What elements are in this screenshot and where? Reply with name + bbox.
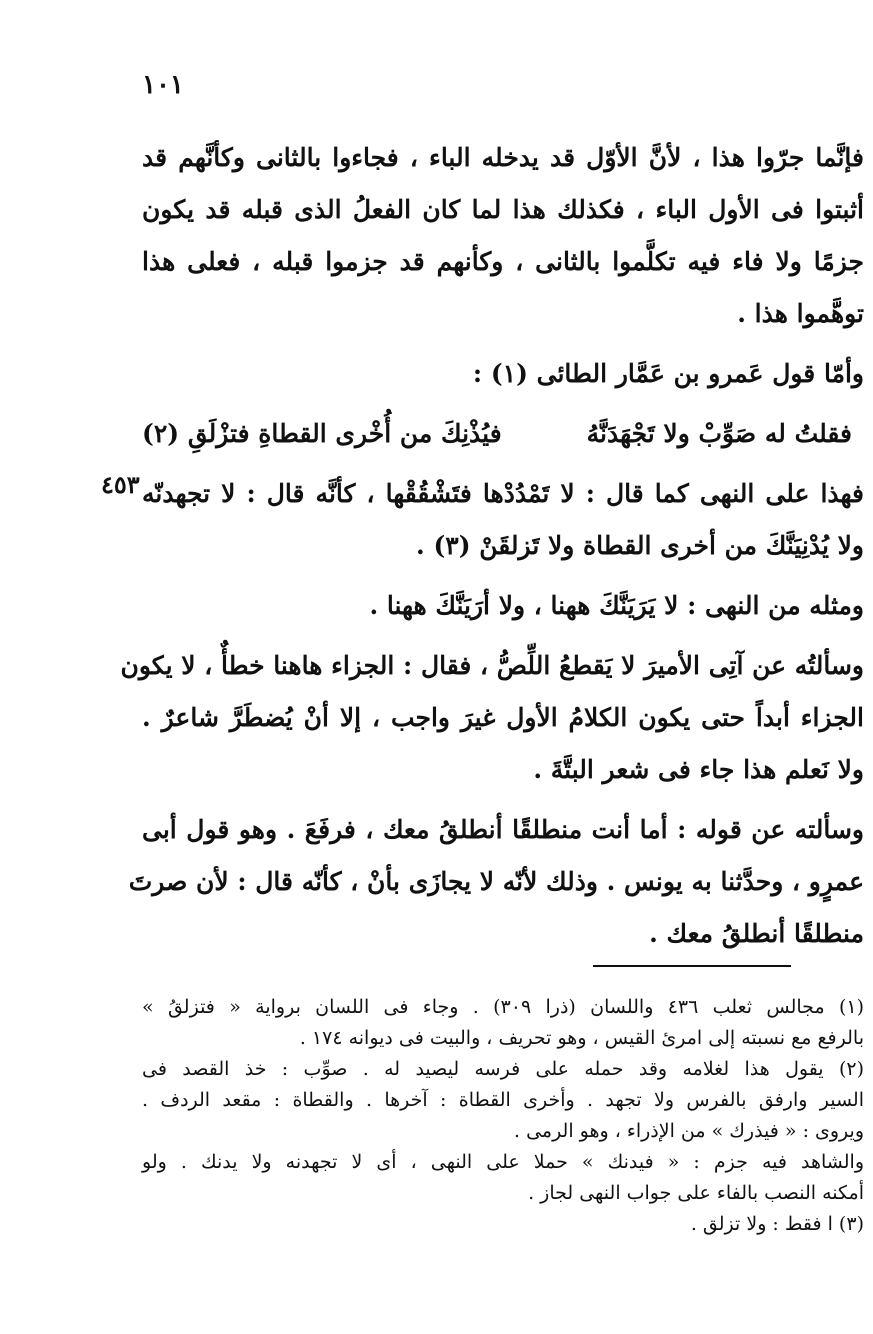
footnote xyxy=(142,992,864,1054)
text-line: ولا نَعلم هذا جاء فى شعر البتَّةَ . xyxy=(533,755,864,784)
text-line: جزمًا ولا فاء فيه تكلَّموا بالثانى ، وكأنهم قد جزموا قبله ، فعلى هذا xyxy=(142,247,864,276)
footnote xyxy=(142,1209,864,1240)
verse-first-hemistich: فقلتُ له صَوِّبْ ولا تَجْهَدَنَّهُ xyxy=(586,419,852,448)
footnotes xyxy=(142,992,864,1240)
footnote xyxy=(142,1054,864,1147)
paragraph xyxy=(142,132,864,340)
text-line: فهذا على النهى كما قال : لا تَمْدُدْها فتَشْقُقْها ، كأنَّه قال : لا تجهدنّه xyxy=(142,479,864,508)
footnote-line: أمكنه النصب بالفاء على جواب النهى لجاز . xyxy=(528,1182,864,1204)
text-line: عمرٍو ، وحدَّثنا به يونس . وذلك لأنّه لا يجازَى بأنْ ، كأنّه قال : لأن صرتَ xyxy=(128,867,864,896)
footnote-line: والشاهد فيه جزم : « فيدنك » حملا على النهى ، أى لا تجهدنه ولا يدنك . ولو xyxy=(142,1151,864,1173)
text-line: منطلقًا أنطلقُ معك . xyxy=(649,919,864,948)
paragraph xyxy=(120,640,864,796)
paragraph xyxy=(142,468,864,572)
footnote-line: السير وارفق بالفرس ولا تجهد . وأخرى القطاة : آخرها . والقطاة : مقعد الردف . xyxy=(142,1089,864,1111)
footnote-line: (٣) ا فقط : ولا تزلق . xyxy=(690,1213,864,1235)
text-line: ومثله من النهى : لا يَرَيَنَّكَ ههنا ، ولا أرَيَنَّكَ ههنا . xyxy=(369,591,864,620)
paragraph xyxy=(142,580,864,632)
text-line: وسألتُه عن آتِى الأميرَ لا يَقطعُ اللِّصُّ ، فقال : الجزاء هاهنا خطأٌ ، لا يكون xyxy=(120,651,864,680)
paragraph xyxy=(128,804,864,960)
text-line: توهَّموا هذا . xyxy=(737,299,864,328)
footnote-line: ويروى : « فيذرك » من الإذراء ، وهو الرمى . xyxy=(513,1120,864,1142)
footnote xyxy=(142,1147,864,1209)
text-line: ولا يُدْنِيَنَّكَ من أخرى القطاة ولا تَزلقَنْ (٣) . xyxy=(416,531,864,560)
footnote-line: (١) مجالس ثعلب ٤٣٦ واللسان (ذرا ٣٠٩) . وجاء فى اللسان برواية « فتزلقُ » xyxy=(142,996,864,1018)
poetry-verse xyxy=(142,408,864,460)
text-line: وسألته عن قوله : أما أنت منطلقًا أنطلقُ معك ، فرفَعَ . وهو قول أبى xyxy=(142,815,864,844)
page-number: ١٠١ xyxy=(142,70,184,100)
text-line: أثبتوا فى الأول الباء ، فكذلك هذا لما كان الفعلُ الذى قبله قد يكون xyxy=(142,195,864,224)
margin-page-reference: ٤٥٣ xyxy=(101,470,140,499)
paragraph xyxy=(142,348,864,400)
text-line: فإنَّما جرّوا هذا ، لأنَّ الأوّل قد يدخله الباء ، فجاءوا بالثانى وكأنَّهم قد xyxy=(142,143,864,172)
text-line: الجزاء أبداً حتى يكون الكلامُ الأول غيرَ واجب ، إلا أنْ يُضطَرَّ شاعرٌ . xyxy=(142,703,864,732)
footnote-line: (٢) يقول هذا لغلامه وقد حمله على فرسه ليصيد له . صوِّب : خذ القصد فى xyxy=(142,1058,864,1080)
text-line: وأمّا قول عَمرو بن عَمَّار الطائى (١) : xyxy=(472,359,864,388)
verse-second-hemistich: فيُذْنِكَ من أُخْرى القطاةِ فتزْلَقِ (٢) xyxy=(142,419,502,448)
footnote-divider xyxy=(593,965,791,967)
footnote-line: بالرفع مع نسبته إلى امرئ القيس ، وهو تحريف ، والبيت فى ديوانه ١٧٤ . xyxy=(299,1027,864,1049)
